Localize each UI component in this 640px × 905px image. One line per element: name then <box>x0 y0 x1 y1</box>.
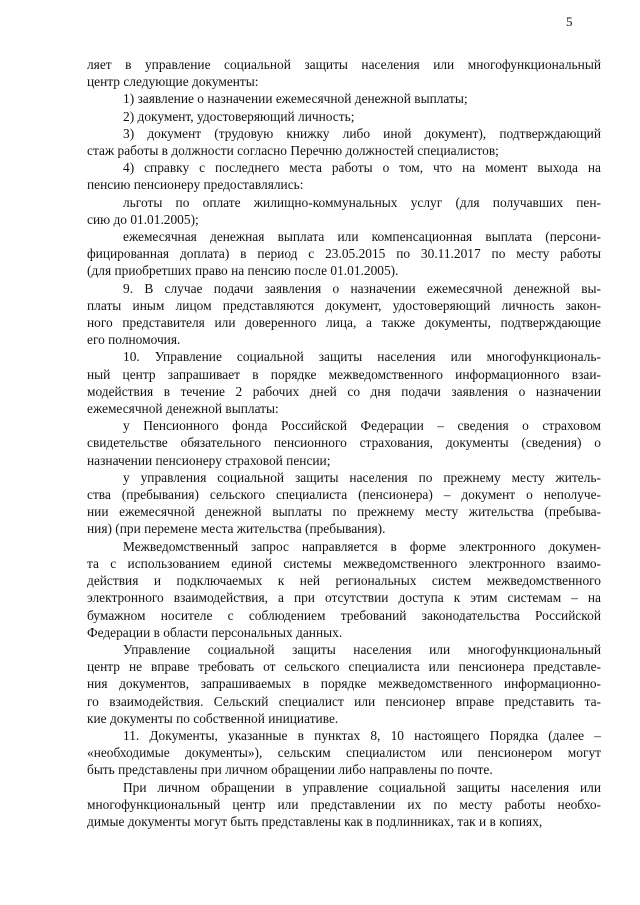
text-line: 3) документ (трудовую книжку либо иной документ), подтверждающий <box>123 125 601 141</box>
text-line: 2) документ, удостоверяющий личность; <box>123 108 355 124</box>
paragraph <box>87 469 601 538</box>
text-line: Управление социальной защиты населения или многофункциональный <box>123 641 601 657</box>
paragraph <box>87 194 601 228</box>
paragraph <box>87 56 601 90</box>
paragraph <box>87 90 601 107</box>
text-line: ния) (при перемене места жительства (пребывания). <box>87 521 386 537</box>
paragraph <box>87 641 601 727</box>
paragraph <box>87 280 601 349</box>
text-line: центр следующие документы: <box>87 74 259 90</box>
paragraph <box>87 727 601 779</box>
text-line: (для приобретших право на пенсию после 01.01.2005). <box>87 263 399 279</box>
text-line: многофункциональный центр или представлении их по месту работы необхо- <box>87 796 601 812</box>
page-number: 5 <box>566 14 573 29</box>
text-line: модействия в течение 2 рабочих дней со дня подачи заявления о назначении <box>87 383 601 399</box>
text-line: у Пенсионного фонда Российской Федерации – сведения о страховом <box>123 418 601 434</box>
text-line: сию до 01.01.2005); <box>87 211 199 227</box>
text-line: свидетельстве обязательного пенсионного страхования, документы (сведения) о <box>87 435 601 451</box>
text-line: назначении пенсионеру страховой пенсии; <box>87 452 331 468</box>
text-line: льготы по оплате жилищно-коммунальных услуг (для получавших пен- <box>123 194 601 210</box>
text-line: пенсию пенсионеру предоставлялись: <box>87 177 304 193</box>
text-line: Межведомственный запрос направляется в форме электронного докумен- <box>123 538 601 554</box>
paragraph <box>87 538 601 641</box>
text-line: кие документы по собственной инициативе. <box>87 710 339 726</box>
text-line: фицированная доплата) в период с 23.05.2015 по 30.11.2017 по месту работы <box>87 246 601 262</box>
text-line: электронного взаимодействия, а при отсутствии доступа к этим системам – на <box>87 590 601 606</box>
text-line: ства (пребывания) сельского специалиста (пенсионера) – документ о неполуче- <box>87 487 601 503</box>
text-line: та с использованием единой системы межведомственного электронного взаимо- <box>87 555 601 571</box>
paragraph <box>87 779 601 831</box>
text-line: ния документов, запрашиваемых в порядке межведомственного информационно- <box>87 676 601 692</box>
text-line: ляет в управление социальной защиты населения или многофункциональный <box>87 57 601 72</box>
text-line: центр не вправе требовать от сельского специалиста или пенсионера представле- <box>87 659 601 675</box>
text-line: платы иным лицом представляются документ, удостоверяющий личность закон- <box>87 297 601 313</box>
text-line: у управления социальной защиты населения по прежнему месту житель- <box>123 469 601 485</box>
text-line: димые документы могут быть представлены как в подлинниках, так и в копиях, <box>87 813 543 829</box>
text-line: 4) справку с последнего места работы о том, что на момент выхода на <box>123 160 601 176</box>
text-line: При личном обращении в управление социальной защиты населения или <box>123 779 601 795</box>
text-line: 1) заявление о назначении ежемесячной денежной выплаты; <box>123 91 468 107</box>
text-line: ежемесячной денежной выплаты: <box>87 401 279 417</box>
text-line: бумажном носителе с соблюдением требований законодательства Российской <box>87 607 601 623</box>
document-body <box>87 56 601 830</box>
paragraph <box>87 348 601 417</box>
text-line: ный центр запрашивает в порядке межведомственного информационного взаи- <box>87 366 601 382</box>
text-line: нии ежемесячной денежной выплаты по прежнему месту жительства (пребыва- <box>87 504 601 520</box>
text-line: 11. Документы, указанные в пунктах 8, 10 настоящего Порядка (далее – <box>123 727 601 743</box>
paragraph <box>87 228 601 280</box>
paragraph <box>87 108 601 125</box>
text-line: Федерации в области персональных данных. <box>87 624 343 640</box>
text-line: быть представлены при личном обращении либо направлены по почте. <box>87 762 493 778</box>
text-line: 10. Управление социальной защиты населения или многофункциональ- <box>123 349 601 365</box>
paragraph <box>87 159 601 193</box>
text-line: го взаимодействия. Сельский специалист или пенсионер вправе представить та- <box>87 693 601 709</box>
paragraph <box>87 125 601 159</box>
text-line: ного представителя или доверенного лица, а также документы, подтверждающие <box>87 315 601 331</box>
paragraph <box>87 417 601 469</box>
text-line: его полномочия. <box>87 332 181 348</box>
text-line: стаж работы в должности согласно Перечню должностей специалистов; <box>87 143 499 159</box>
text-line: действия и подключаемых к ней региональных систем межведомственного <box>87 573 601 589</box>
text-line: «необходимые документы»), сельским специалистом или пенсионером могут <box>87 745 601 761</box>
text-line: 9. В случае подачи заявления о назначении ежемесячной денежной вы- <box>123 280 601 296</box>
text-line: ежемесячная денежная выплата или компенсационная выплата (персони- <box>123 229 601 245</box>
